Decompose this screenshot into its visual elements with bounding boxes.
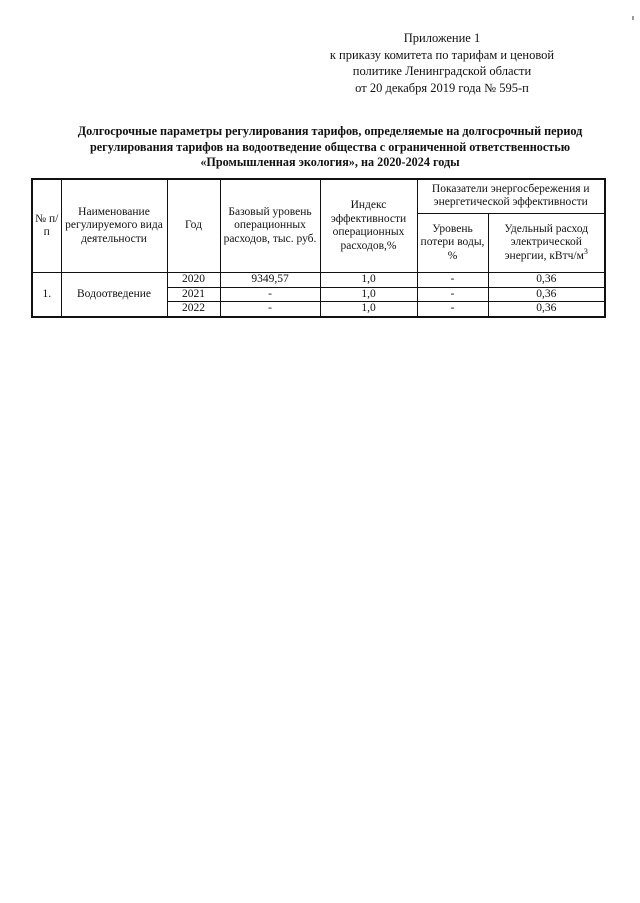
scan-artifact-mark: [632, 16, 634, 20]
cell-specific-consumption: 0,36: [488, 273, 605, 288]
cell-efficiency-index: 1,0: [320, 273, 417, 288]
header-water-loss: Уровень потери воды, %: [417, 213, 488, 272]
unit-superscript: 3: [583, 246, 588, 256]
title-line: Долгосрочные параметры регулирования тарифов, определяемые на долгосрочный период: [77, 124, 583, 138]
document-title: [30, 124, 630, 171]
appendix-line: к приказу комитета по тарифам и ценовой: [329, 47, 555, 62]
header-num: № п/п: [32, 179, 61, 273]
cell-water-loss: -: [417, 287, 488, 302]
cell-efficiency-index: 1,0: [320, 302, 417, 317]
header-base-level: Базовый уровень операционных расходов, тыс. руб.: [220, 179, 320, 273]
header-energy-group: Показатели энергосбережения и энергетической эффективности: [417, 179, 605, 213]
cell-water-loss: -: [417, 302, 488, 317]
table-row: [32, 273, 605, 288]
cell-year: 2021: [167, 287, 220, 302]
title-line: «Промышленная экология», на 2020-2024 годы: [200, 155, 460, 169]
row-num: 1.: [32, 273, 61, 317]
title-line: регулирования тарифов на водоотведение общества с ограниченной ответственностью: [89, 139, 571, 154]
appendix-header: [282, 30, 602, 96]
parameters-table: [31, 178, 606, 318]
cell-year: 2022: [167, 302, 220, 317]
cell-year: 2020: [167, 273, 220, 288]
cell-base-level: -: [220, 287, 320, 302]
cell-water-loss: -: [417, 273, 488, 288]
header-efficiency-index: Индекс эффективности операционных расходов,%: [320, 179, 417, 273]
row-activity: Водоотведение: [61, 273, 167, 317]
appendix-line: от 20 декабря 2019 года № 595-п: [355, 80, 529, 95]
cell-efficiency-index: 1,0: [320, 287, 417, 302]
header-activity: Наименование регулируемого вида деятельности: [61, 179, 167, 273]
appendix-line: Приложение 1: [403, 31, 481, 45]
appendix-line: политике Ленинградской области: [352, 64, 532, 78]
header-specific-consumption: [488, 213, 605, 272]
header-year: Год: [167, 179, 220, 273]
cell-specific-consumption: 0,36: [488, 302, 605, 317]
cell-base-level: -: [220, 302, 320, 317]
cell-specific-consumption: 0,36: [488, 287, 605, 302]
cell-base-level: 9349,57: [220, 273, 320, 288]
header-specific-consumption-text: Удельный расход электрической энергии, кВтч/м: [504, 222, 589, 262]
